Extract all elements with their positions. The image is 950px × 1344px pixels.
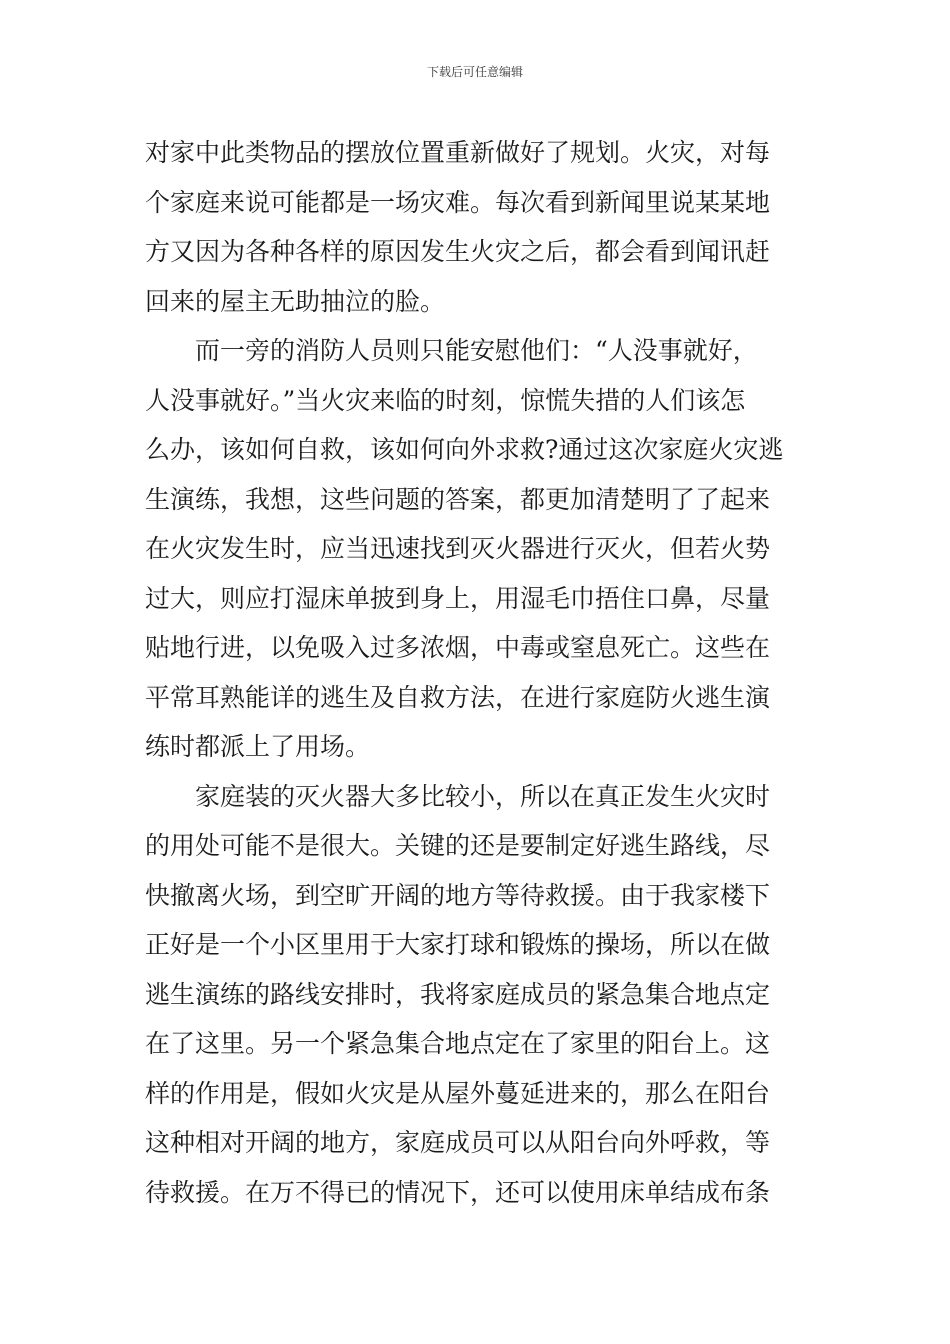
text-line: 对家中此类物品的摆放位置重新做好了规划。火灾，对每 (145, 138, 771, 167)
text-line: 逃生演练的路线安排时，我将家庭成员的紧急集合地点定 (145, 979, 771, 1009)
text-line: 而一旁的消防人员则只能安慰他们：“人没事就好， (195, 336, 758, 365)
text-line: 过大，则应打湿床单披到身上，用湿毛巾捂住口鼻，尽量 (145, 583, 771, 613)
paragraph (145, 128, 805, 326)
text-line: 人没事就好。”当火灾来临的时刻，惊慌失措的人们该怎 (145, 385, 746, 415)
text-line: 生演练，我想，这些问题的答案，都更加清楚明了了起来 (145, 484, 771, 514)
text-line: 么办，该如何自救，该如何向外求救?通过这次家庭火灾逃 (145, 435, 784, 464)
paragraph (145, 772, 805, 1218)
text-line: 个家庭来说可能都是一场灾难。每次看到新闻里说某某地 (145, 187, 771, 217)
text-line: 平常耳熟能详的逃生及自救方法，在进行家庭防火逃生演 (145, 682, 771, 712)
text-line: 在火灾发生时，应当迅速找到灭火器进行灭火，但若火势 (145, 534, 771, 563)
text-line: 正好是一个小区里用于大家打球和锻炼的操场，所以在做 (145, 930, 771, 959)
text-line: 待救援。在万不得已的情况下，还可以使用床单结成布条 (145, 1177, 771, 1207)
text-line: 回来的屋主无助抽泣的脸。 (145, 286, 446, 316)
document-body (145, 128, 805, 1217)
text-line: 在了这里。另一个紧急集合地点定在了家里的阳台上。这 (145, 1029, 771, 1058)
page-header: 下载后可任意编辑 (426, 65, 523, 79)
text-line: 练时都派上了用场。 (145, 732, 371, 761)
text-line: 方又因为各种各样的原因发生火灾之后，都会看到闻讯赶 (145, 237, 771, 266)
paragraph (145, 326, 805, 772)
text-line: 贴地行进，以免吸入过多浓烟，中毒或窒息死亡。这些在 (145, 633, 771, 662)
text-line: 的用处可能不是很大。关键的还是要制定好逃生路线，尽 (145, 831, 771, 860)
text-line: 快撤离火场，到空旷开阔的地方等待救援。由于我家楼下 (145, 880, 771, 910)
text-line: 这种相对开阔的地方，家庭成员可以从阳台向外呼救，等 (145, 1128, 771, 1157)
text-line: 样的作用是，假如火灾是从屋外蔓延进来的，那么在阳台 (145, 1078, 771, 1108)
text-line: 家庭装的灭火器大多比较小，所以在真正发生火灾时 (195, 781, 771, 811)
